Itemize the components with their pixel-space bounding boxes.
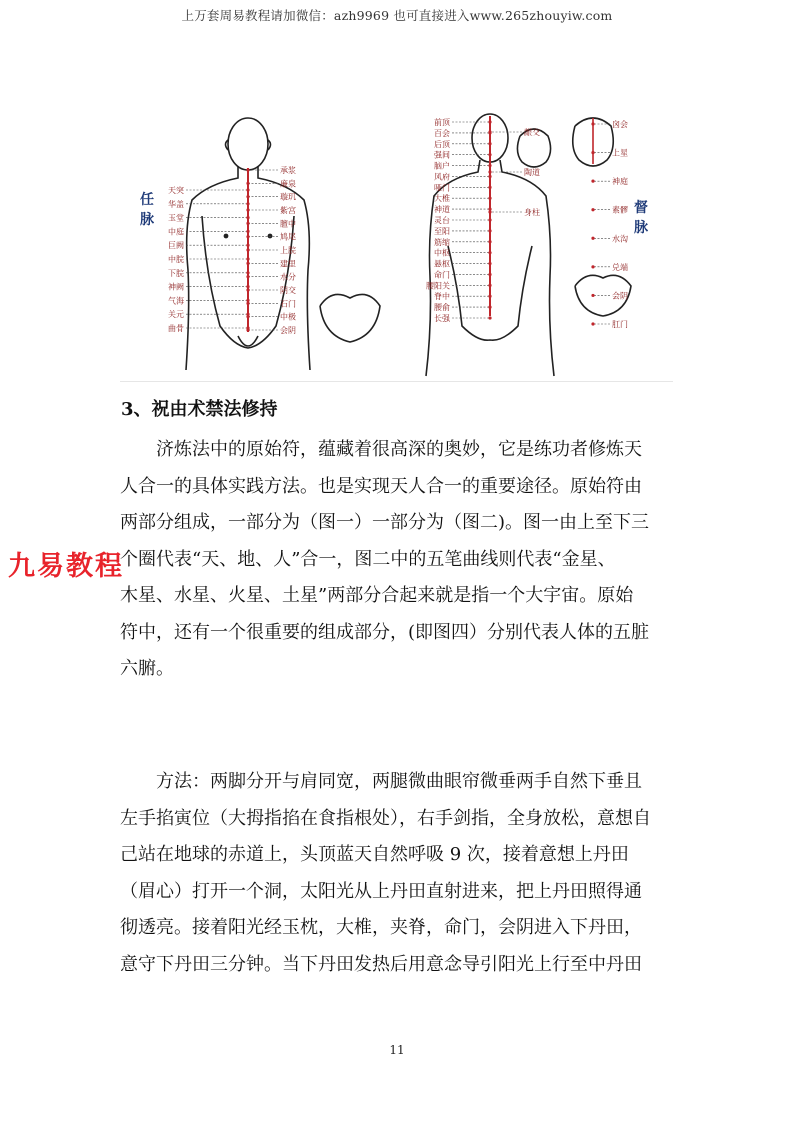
acupoint-label: 气海 [168, 296, 184, 306]
acupoint-dot [488, 284, 491, 287]
acupoint-label: 玉堂 [168, 213, 184, 223]
acupoint-dot [246, 302, 249, 305]
para1-line: 人合一的具体实践方法。也是实现天人合一的重要途径。原始符由 [120, 475, 642, 497]
acupoint-label: 水分 [280, 272, 296, 282]
acupoint-label: 悬枢 [434, 259, 450, 269]
acupoint-dot [246, 195, 249, 198]
acupoint-label: 神庭 [612, 177, 628, 187]
acupoint-dot [488, 306, 491, 309]
acupoint-label: 上脘 [280, 246, 296, 255]
acupoint-label: 中庭 [168, 227, 184, 237]
acupoint-dot [488, 218, 491, 221]
acupoint-dot [246, 285, 249, 288]
acupoint-dot [488, 175, 491, 178]
acupoint-dot [246, 222, 249, 225]
acupoint-label: 阴交 [280, 286, 296, 295]
acupoint-label: 水沟 [612, 234, 628, 244]
du-title-char-2: 脉 [634, 220, 648, 236]
acupoint-label: 兑端 [612, 262, 628, 272]
acupoint-label: 哑门 [434, 183, 450, 193]
acupoint-dot [488, 273, 491, 276]
acupoint-dot [246, 328, 249, 331]
acupoint-dot [488, 210, 491, 213]
acupoint-label: 脊中 [434, 292, 450, 302]
acupoint-dot [488, 316, 491, 319]
paragraph-method [120, 764, 673, 983]
acupoint-dot [246, 288, 249, 291]
acupoint-label: 神道 [434, 205, 450, 215]
para2-line: 左手掐寅位（大拇指掐在食指根处），右手剑指，全身放松，意想自 [120, 807, 651, 829]
acupoint-dot [488, 295, 491, 298]
para2-line: （眉心）打开一个洞，太阳光从上丹田直射进来，把上丹田照得通 [120, 880, 642, 902]
para1-line: 个圈代表“天、地、人”合一，图二中的五笔曲线则代表“金星、 [120, 548, 616, 570]
acupoint-label: 石门 [280, 299, 296, 309]
acupoint-label: 前顶 [434, 118, 450, 127]
acupoint-dot [246, 299, 249, 302]
acupoint-dot [246, 208, 249, 211]
acupoint-dot [246, 168, 249, 171]
acupoint-dot [246, 271, 249, 274]
meridian-figure [120, 96, 673, 382]
acupoint-label: 素髎 [612, 205, 628, 215]
para1-line: 符中，还有一个很重要的组成部分，(即图四）分别代表人体的五脏 [120, 621, 650, 643]
acupoint-label: 建里 [280, 259, 296, 269]
para1-line: 木星、水星、火星、土星”两部分合起来就是指一个大宇宙。原始 [120, 585, 634, 606]
acupoint-dot [246, 257, 249, 260]
acupoint-dot [246, 182, 249, 185]
section-heading: 3、祝由术禁法修持 [121, 399, 278, 420]
figure-divider [120, 381, 673, 382]
acupoint-dot [246, 248, 249, 251]
du-title-char-1: 督 [634, 200, 648, 216]
acupoint-dot [488, 186, 491, 189]
acupoint-label: 关元 [168, 310, 184, 320]
ren-left-labels [168, 185, 250, 333]
acupoint-dot [488, 229, 491, 232]
para1-line: 六腑。 [120, 658, 174, 679]
acupoint-label: 紫宫 [280, 206, 296, 215]
acupoint-label: 承浆 [280, 166, 296, 175]
acupoint-label: 膻中 [280, 219, 296, 229]
acupoint-dot [488, 142, 491, 145]
meridian-diagram [120, 96, 673, 382]
acupoint-label: 璇玑 [280, 192, 296, 202]
acupoint-dot [488, 262, 491, 265]
acupoint-label: 下脘 [168, 268, 184, 278]
acupoint-label: 廉泉 [280, 179, 296, 189]
acupoint-label: 神阙 [168, 282, 184, 292]
du-mid-labels [488, 127, 540, 217]
para1-line: 两部分组成，一部分为（图一）一部分为（图二)。图一由上至下三 [120, 512, 650, 533]
acupoint-dot [591, 208, 594, 211]
acupoint-label: 强间 [434, 150, 450, 160]
para2-line: 方法：两脚分开与肩同宽，两腿微曲眼帘微垂两手自然下垂且 [156, 771, 642, 792]
acupoint-dot [246, 230, 249, 233]
paragraph-intro [120, 432, 673, 688]
acupoint-dot [246, 235, 249, 238]
acupoint-label: 龈交 [524, 128, 540, 137]
acupoint-dot [591, 322, 594, 325]
acupoint-dot [591, 151, 594, 154]
acupoint-label: 会阴 [612, 291, 628, 301]
du-body-outline [426, 114, 631, 376]
watermark-logo: 九易教程 [8, 551, 124, 582]
du-right-labels [591, 119, 628, 329]
acupoint-label: 至阳 [434, 226, 450, 236]
acupoint-label: 中枢 [434, 248, 450, 258]
acupoint-label: 腰俞 [434, 303, 450, 313]
acupoint-label: 华盖 [168, 199, 184, 209]
acupoint-label: 陶道 [524, 168, 540, 177]
header-banner: 上万套周易教程请加微信：azh9969 也可直接进入www.265zhouyiw.com [181, 8, 613, 23]
acupoint-dot [246, 315, 249, 318]
acupoint-dot [488, 251, 491, 254]
acupoint-dot [591, 122, 594, 125]
acupoint-label: 腰阳关 [426, 281, 450, 291]
acupoint-label: 曲骨 [168, 324, 184, 333]
acupoint-dot [591, 237, 594, 240]
acupoint-label: 囟会 [612, 120, 628, 129]
acupoint-dot [246, 275, 249, 278]
acupoint-label: 中极 [280, 312, 296, 322]
acupoint-dot [488, 130, 491, 133]
acupoint-label: 灵台 [434, 216, 450, 225]
acupoint-dot [246, 216, 249, 219]
acupoint-label: 上星 [612, 148, 628, 158]
acupoint-dot [246, 188, 249, 191]
para2-line: 己站在地球的赤道上，头顶蓝天自然呼吸 9 次，接着意想上丹田 [120, 844, 629, 865]
acupoint-label: 巨阙 [168, 241, 184, 251]
acupoint-label: 中脘 [168, 255, 184, 264]
acupoint-label: 肛门 [612, 320, 628, 329]
ren-right-labels [246, 165, 296, 335]
acupoint-label: 鸠尾 [280, 232, 296, 242]
acupoint-dot [488, 197, 491, 200]
acupoint-dot [488, 164, 491, 167]
acupoint-dot [246, 244, 249, 247]
acupoint-dot [488, 208, 491, 211]
acupoint-label: 脑户 [434, 161, 450, 171]
acupoint-label: 命门 [434, 270, 450, 280]
acupoint-label: 百会 [434, 128, 450, 138]
ren-title-char-1: 任 [140, 192, 154, 208]
para1-line: 济炼法中的原始符，蕴藏着很高深的奥妙，它是练功者修炼天 [156, 439, 642, 460]
acupoint-dot [488, 240, 491, 243]
acupoint-label: 筋缩 [434, 237, 450, 247]
acupoint-label: 身柱 [524, 208, 540, 217]
acupoint-dot [246, 262, 249, 265]
acupoint-label: 风府 [434, 172, 450, 182]
acupoint-dot [591, 265, 594, 268]
acupoint-dot [591, 294, 594, 297]
page-number: 11 [389, 1043, 405, 1057]
para2-line: 彻透亮。接着阳光经玉枕，大椎，夹脊，命门，会阴进入下丹田， [120, 917, 642, 938]
acupoint-label: 天突 [168, 186, 184, 195]
acupoint-label: 大椎 [434, 194, 450, 204]
acupoint-dot [488, 120, 491, 123]
du-left-labels [426, 117, 492, 323]
acupoint-label: 长强 [434, 314, 450, 323]
para2-line: 意守下丹田三分钟。当下丹田发热后用意念导引阳光上行至中丹田 [120, 953, 642, 975]
acupoint-label: 后顶 [434, 139, 450, 149]
acupoint-dot [488, 170, 491, 173]
acupoint-dot [591, 180, 594, 183]
ren-title-char-2: 脉 [140, 212, 154, 228]
acupoint-dot [488, 153, 491, 156]
acupoint-label: 会阴 [280, 326, 296, 335]
acupoint-dot [246, 202, 249, 205]
